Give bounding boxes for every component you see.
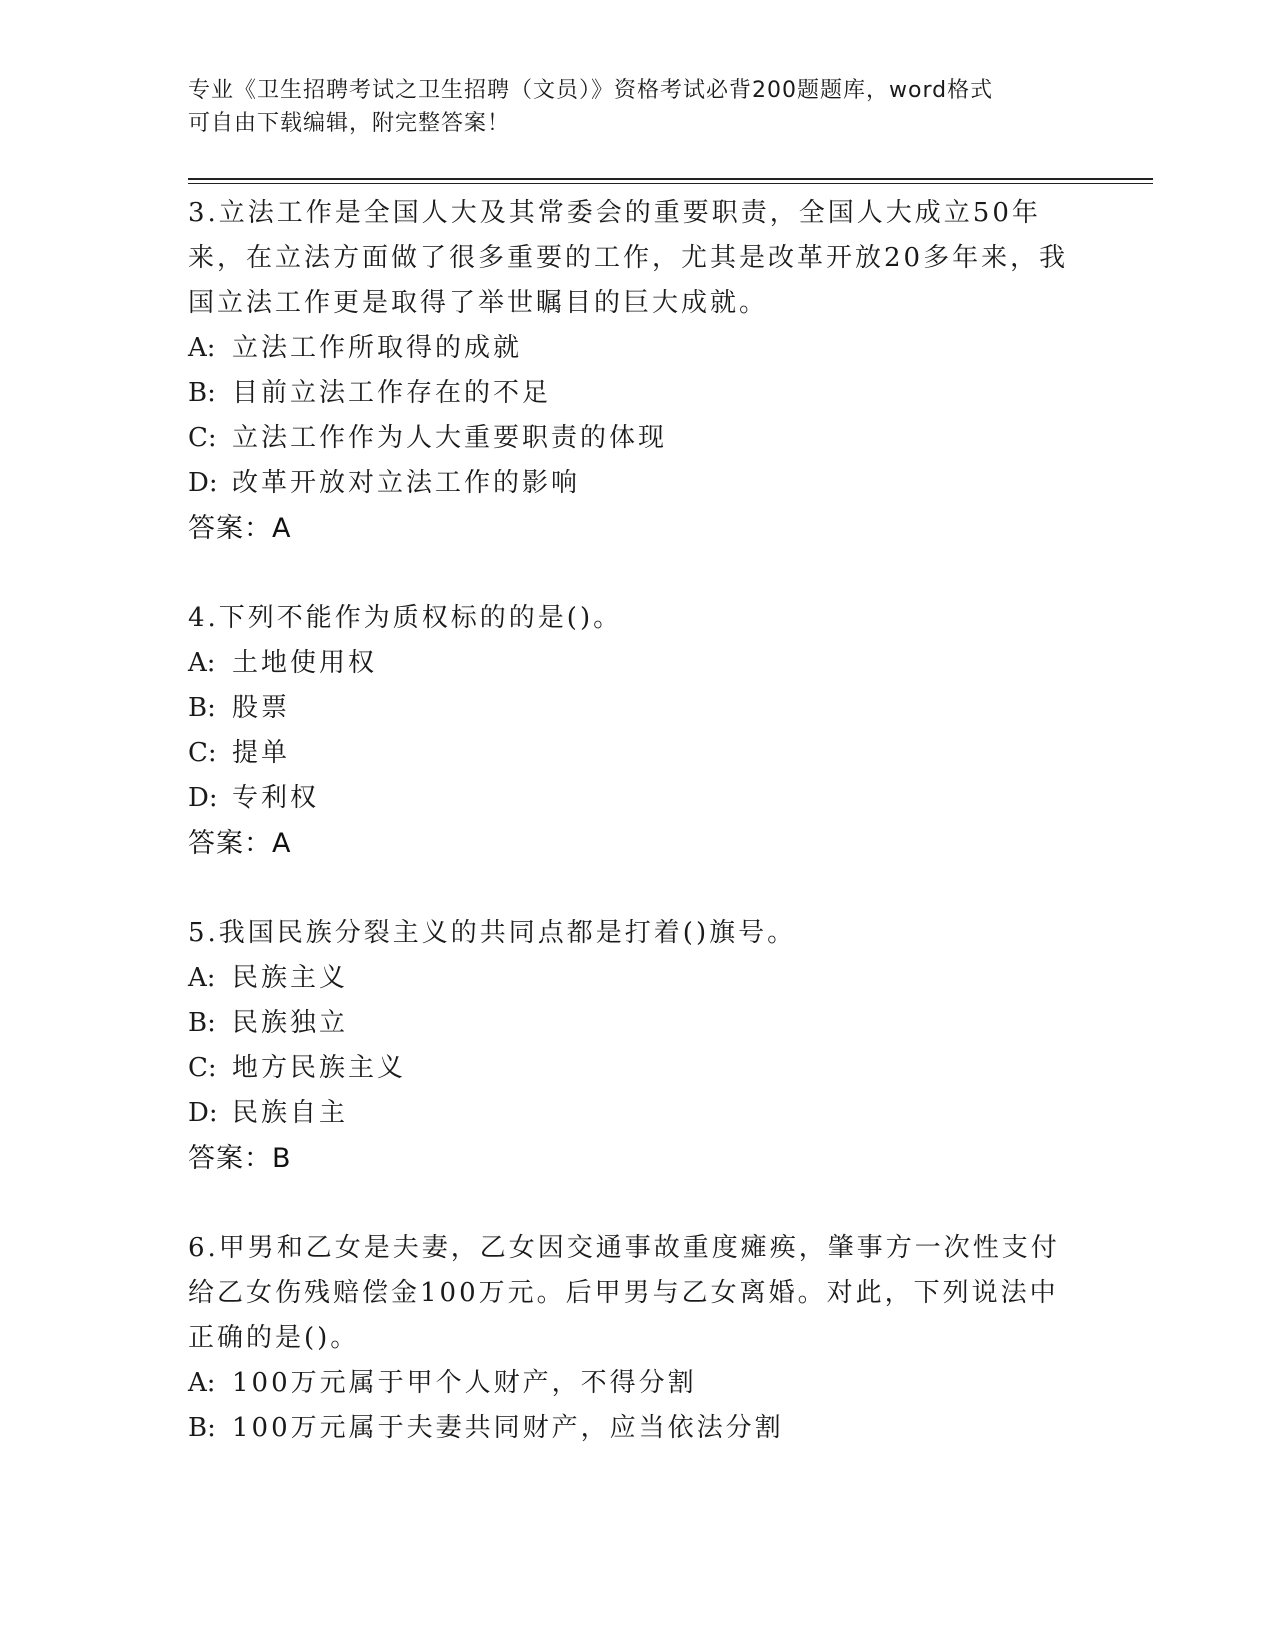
question-stem: 3.立法工作是全国人大及其常委会的重要职责，全国人大成立50年来，在立法方面做了很多重要的工作，尤其是改革开放20多年来，我国立法工作更是取得了举世瞩目的巨大成就。 [188, 198, 1069, 318]
question-3 [188, 191, 1088, 552]
option-letter: C: [188, 1053, 217, 1083]
option-d [188, 776, 1088, 821]
answer-line: 答案：A [188, 828, 292, 859]
option-letter: B: [188, 1413, 216, 1443]
document-header [188, 74, 1068, 140]
header-line-2: 可自由下载编辑，附完整答案！ [188, 111, 511, 136]
question-4 [188, 596, 1088, 867]
option-b [188, 371, 1088, 416]
header-line-1: 专业《卫生招聘考试之卫生招聘（文员）》资格考试必背200题题库，word格式 [188, 78, 994, 103]
question-stem: 6.甲男和乙女是夫妻，乙女因交通事故重度瘫痪，肇事方一次性支付给乙女伤残赔偿金100万元。后甲男与乙女离婚。对此，下列说法中正确的是()。 [188, 1233, 1060, 1353]
option-letter: D: [188, 783, 218, 813]
option-letter: A: [188, 333, 216, 363]
header-divider-thin [188, 183, 1153, 184]
question-6 [188, 1226, 1088, 1451]
option-d [188, 1091, 1088, 1136]
option-text: 专利权 [232, 783, 320, 813]
option-text: 民族主义 [232, 963, 349, 993]
option-text: 100万元属于夫妻共同财产，应当依法分割 [232, 1413, 784, 1443]
option-a [188, 1361, 1088, 1406]
option-letter: A: [188, 963, 216, 993]
option-letter: C: [188, 423, 217, 453]
option-letter: B: [188, 378, 216, 408]
option-letter: B: [188, 1008, 216, 1038]
option-text: 民族独立 [232, 1008, 349, 1038]
option-c [188, 731, 1088, 776]
option-a [188, 641, 1088, 686]
option-b [188, 1001, 1088, 1046]
option-a [188, 956, 1088, 1001]
question-stem: 5.我国民族分裂主义的共同点都是打着()旗号。 [188, 918, 797, 948]
answer-line: 答案：B [188, 1143, 292, 1174]
option-a [188, 326, 1088, 371]
option-letter: A: [188, 1368, 216, 1398]
option-b [188, 686, 1088, 731]
option-c [188, 416, 1088, 461]
option-d [188, 461, 1088, 506]
header-divider-thick [188, 178, 1153, 180]
option-letter: D: [188, 1098, 218, 1128]
option-text: 地方民族主义 [232, 1053, 407, 1083]
option-text: 立法工作所取得的成就 [232, 333, 523, 363]
option-text: 100万元属于甲个人财产，不得分割 [232, 1368, 697, 1398]
answer-line: 答案：A [188, 513, 292, 544]
option-letter: D: [188, 468, 218, 498]
option-text: 提单 [232, 738, 291, 768]
question-list [188, 191, 1088, 1495]
option-letter: A: [188, 648, 216, 678]
option-text: 土地使用权 [232, 648, 378, 678]
option-b [188, 1406, 1088, 1451]
option-text: 股票 [232, 693, 291, 723]
question-stem: 4.下列不能作为质权标的的是()。 [188, 603, 623, 633]
option-text: 立法工作作为人大重要职责的体现 [232, 423, 668, 453]
option-text: 目前立法工作存在的不足 [232, 378, 552, 408]
question-5 [188, 911, 1088, 1182]
option-letter: C: [188, 738, 217, 768]
option-letter: B: [188, 693, 216, 723]
option-text: 民族自主 [232, 1098, 349, 1128]
option-c [188, 1046, 1088, 1091]
option-text: 改革开放对立法工作的影响 [232, 468, 581, 498]
